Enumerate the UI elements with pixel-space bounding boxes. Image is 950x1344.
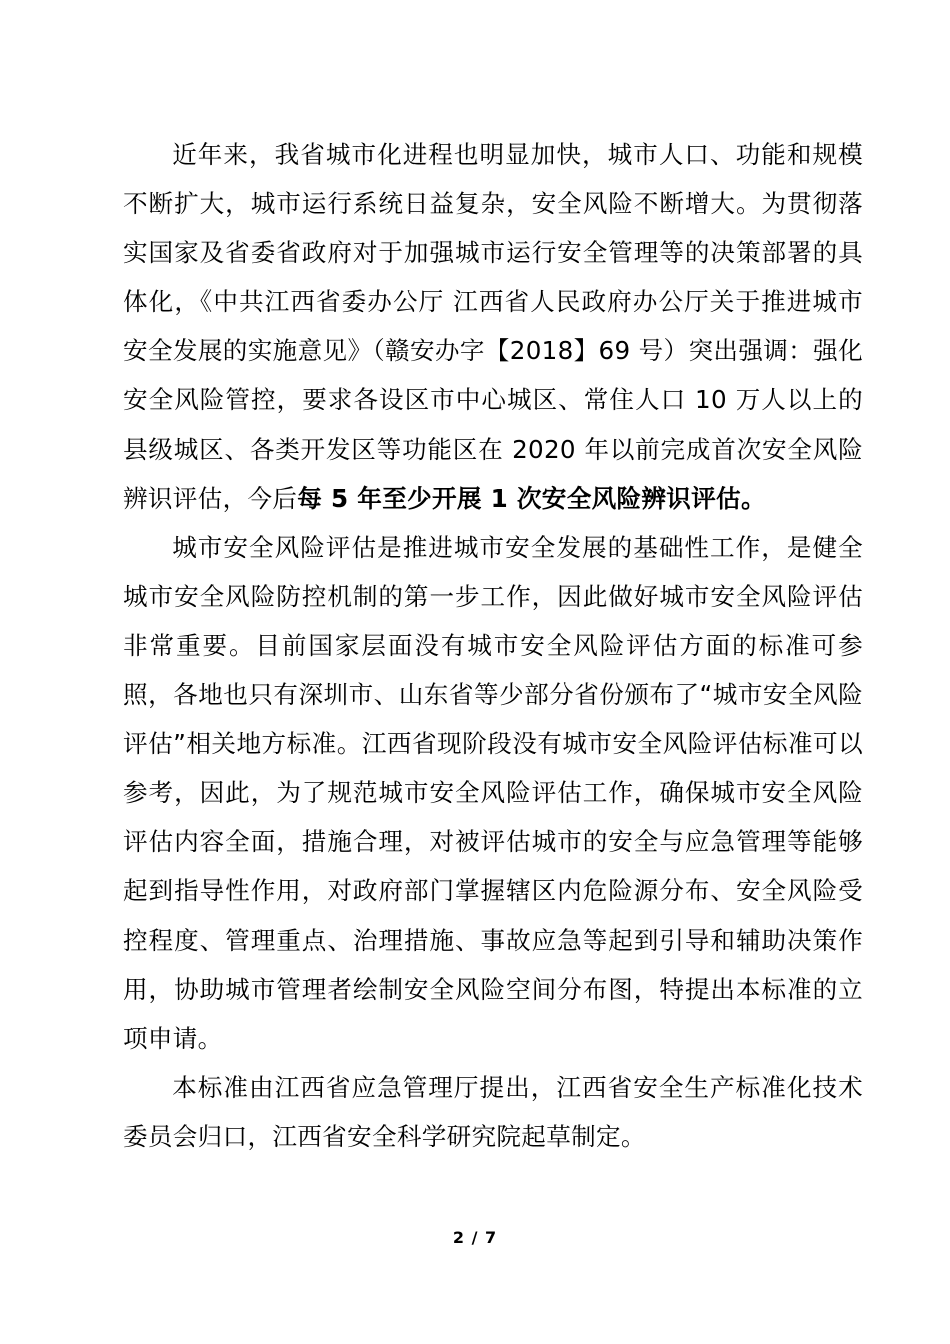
paragraph-1-bold-text: 每 5 年至少开展 1 次安全风险辨识评估。	[297, 483, 766, 513]
paragraph-1-text: 近年来，我省城市化进程也明显加快，城市人口、功能和规模不断扩大，城市运行系统日益复杂，安全风险不断增大。为贯彻落实国家及省委省政府对于加强城市运行安全管理等的决策部署的具体化，《中共江西省委办公厅 江西省人民政府办公厅关于推进城市安全发展的实施意见》（赣安办字【2018】69 号）突出强调：强化安全风险管控，要求各设区市中心城区、常住人口 10 万人以上的县级城区、各类开发区等功能区在 2020 年以前完成首次安全风险辨识评估，今后	[123, 140, 863, 513]
document-body	[123, 130, 863, 1161]
paragraph-2: 城市安全风险评估是推进城市安全发展的基础性工作，是健全城市安全风险防控机制的第一步工作，因此做好城市安全风险评估非常重要。目前国家层面没有城市安全风险评估方面的标准可参照，各地也只有深圳市、山东省等少部分省份颁布了“城市安全风险评估”相关地方标准。江西省现阶段没有城市安全风险评估标准可以参考，因此，为了规范城市安全风险评估工作，确保城市安全风险评估内容全面，措施合理，对被评估城市的安全与应急管理等能够起到指导性作用，对政府部门掌握辖区内危险源分布、安全风险受控程度、管理重点、治理措施、事故应急等起到引导和辅助决策作用，协助城市管理者绘制安全风险空间分布图，特提出本标准的立项申请。	[123, 532, 863, 1053]
page-number: 2 / 7	[452, 1228, 498, 1247]
paragraph-3: 本标准由江西省应急管理厅提出，江西省安全生产标准化技术委员会归口，江西省安全科学研究院起草制定。	[123, 1072, 863, 1151]
paragraph-1	[123, 130, 863, 523]
